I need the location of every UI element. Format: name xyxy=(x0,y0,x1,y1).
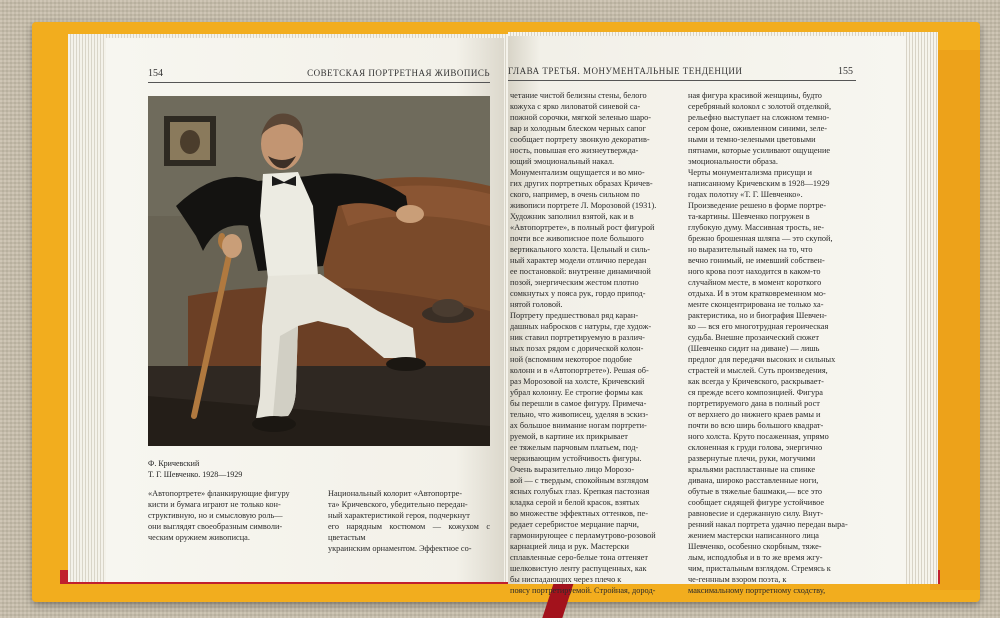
painting-caption xyxy=(148,458,348,480)
running-head: СОВЕТСКАЯ ПОРТРЕТНАЯ ЖИВОПИСЬ xyxy=(307,68,490,78)
left-text-column-2: Национальный колорит «Автопортре- та» Кричевского, убедительно передан- ный характеристикой героя, подчеркнут его нарядным костюмом — кожухом с цветастым украинским орнаментом. Эффектное со- xyxy=(328,489,490,553)
right-page[interactable] xyxy=(508,36,906,595)
running-head: ГЛАВА ТРЕТЬЯ. МОНУМЕНТАЛЬНЫЕ ТЕНДЕНЦИИ xyxy=(508,66,743,76)
left-page[interactable] xyxy=(106,38,504,582)
caption-title: Т. Г. Шевченко. 1928—1929 xyxy=(148,470,243,479)
header-rule xyxy=(148,82,490,83)
caption-author: Ф. Кричевский xyxy=(148,459,200,468)
page-number: 154 xyxy=(148,68,163,79)
left-text-column-1: «Автопортрете» фланкирующие фигуру кисти и бумага играют не только кон- структивную, но и смысловую роль— они выглядят своеобразным символи- ческим оружием живописца. xyxy=(148,489,290,542)
right-text-column-1: четание чистой белизны стены, белого кожуха с ярко лиловатой синевой са- пожной сорочки, мягкой зеленью шаро- вар и холодным блеском черных сапог сообщает портрету звонкую декоратив- ность, повышая его жизнеутвержда- ющий эмоциональный накал. Монументализм ощущается и во мно- гих других портретных образах Кричев- ского, например, в очень сильном по живописи портрете Л. Морозовой (1931). Художник заполнил взятой, как и в «Автопортрете», в полный рост фигурой почти все живописное поле большого вертикального холста. Цельный и силь- ный характер модели отлично передан ее постановкой: внутренне динамичной позой, энергическим жестом плотно сомкнутых у пояса рук, гордо припод- нятой головой. Портрету предшествовал ряд каран- дашных набросков с натуры, где худож- ник ставил портретируемую в различ- ных позах рядом с дорической колон- ной (вспомним некоторое подобие колонн и в «Автопортрете»). Решая об- раз Морозовой на холсте, Кричевский убрал колонну. Ее строгие формы как бы перешли в самое фигуру. Примеча- тельно, что живописец, уделяя в эскиз- ах большое внимание ногам портрети- руемой, в картине их прикрывает ее тяжелым парчовым платьем, под- черкивающим устойчивость фигуры. Очень выразительно лицо Морозо- вой — с твердым, спокойным взглядом ясных голубых глаз. Крепкая пастозная кладка серой и белой красок, взятых во множестве эффектных оттенков, пе- редает серебристое мерцание парчи, гармонирующее с перламутрово-розовой карнацией лица и рук. Мастерски сплавленные серо-белые тона оттеняет шелковистую ленту распущенных, как бы ниспадающих через плечо к поясу портретируемой. Стройная, дород- xyxy=(510,91,657,595)
page-number: 155 xyxy=(838,66,853,77)
right-text-column-2: ная фигура красивой женщины, будто серебряный колокол с золотой отделкой, рельефно выступает на сложном темно- сером фоне, оживленном синими, зеле- ными и темно-зелеными цветовыми пятнами, которые усиливают ощущение эмоциональности образа. Черты монументализма присущи и написанному Кричевским в 1928—1929 годах полотну «Т. Г. Шевченко». Произведение решено в форме портре- та-картины. Шевченко погружен в глубокую думу. Массивная трость, не- брежно брошенная шляпа — это скупой, но выразительный намек на то, что вечно гонимый, не имевший собствен- ного крова поэт находится в каком-то случайном месте, в момент короткого отдыха. И в этом кратковременном мо- менте сконцентрирована не только ха- рактеристика, но и биография Шевчен- ко — вся его многотрудная героическая судьба. Внешне прозаический сюжет (Шевченко сидит на диване) — лишь предлог для передачи высоких и сильных страстей и мыслей. Суть произведения, как всегда у Кричевского, раскрывает- ся прежде всего композицией. Фигура портретируемого дана в полный рост от верхнего до нижнего краев рамы и почти во всю ширь большого квадрат- ного холста. Круто посаженная, упрямо склоненная к груди голова, энергично развернутые плечи, руки, могучими крыльями распластанные на спинке дивана, широко расставленные ноги, обутые в тяжелые башмаки,— все это сообщает сидящей фигуре устойчивое равновесие и сдержанную силу. Внут- ренний накал портрета удачно передан выра- жением мастерски написанного лица Шевченко, особенно скорбным, тяже- лым, исподлобья и в то же время жгу- чим, пристальным взглядом. Стремясь к че-геннным взором поэта, к максимальному портретному сходству, xyxy=(688,91,848,595)
header-rule xyxy=(508,80,856,81)
portrait-painting xyxy=(148,96,490,446)
